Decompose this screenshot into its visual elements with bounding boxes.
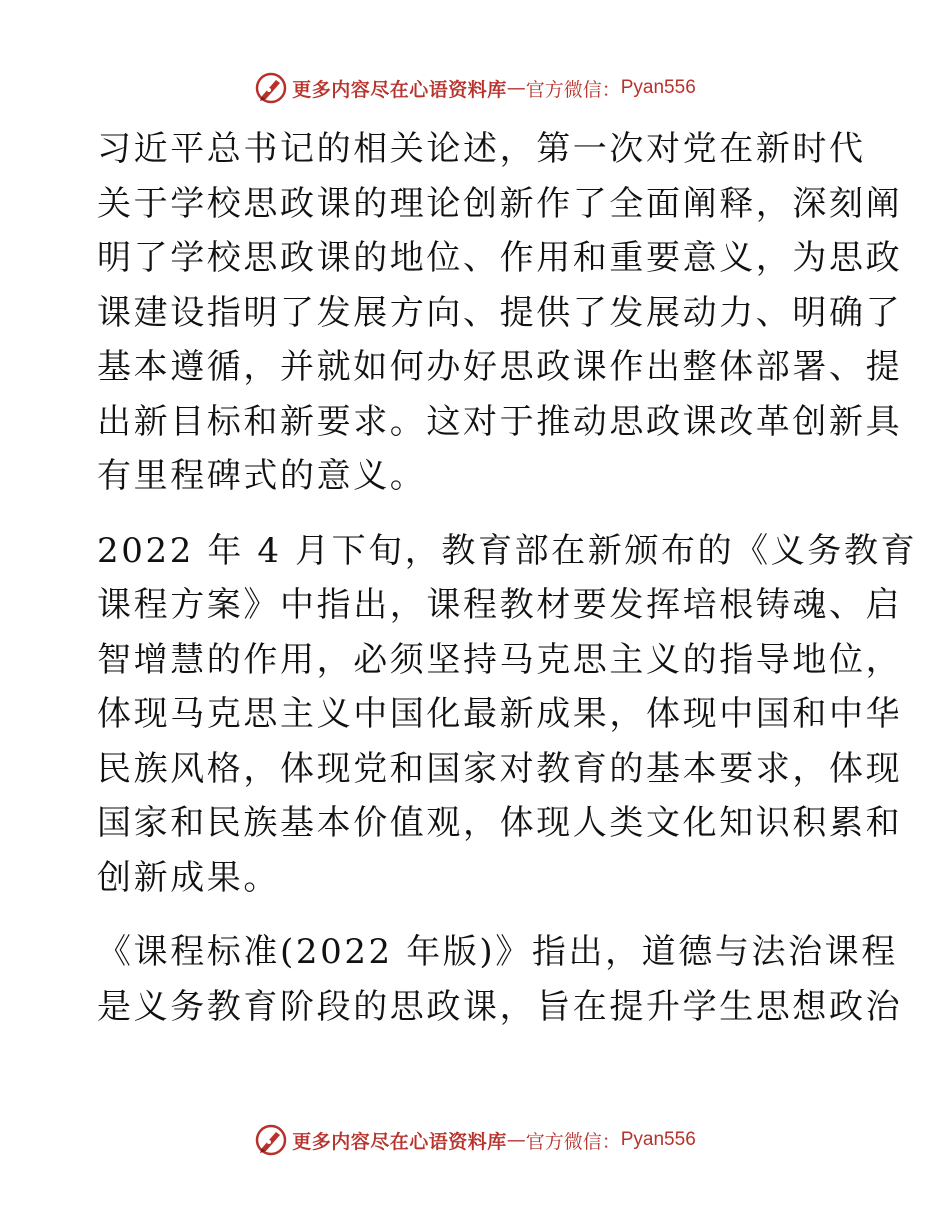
text-line: 出新目标和新要求。这对于推动思政课改革创新具 xyxy=(97,401,903,442)
pen-circle-logo-icon xyxy=(254,71,288,105)
watermark-text: 更多内容尽在心语资料库 xyxy=(292,78,507,101)
text-line: 国家和民族基本价值观，体现人类文化知识积累和 xyxy=(97,803,903,843)
text-line: 课程方案》中指出，课程教材要发挥培根铸魂、启 xyxy=(97,585,903,625)
watermark-wechat-label: 官方微信： xyxy=(525,1130,621,1153)
text-line: 有里程碑式的意义。 xyxy=(97,456,427,496)
text-line: 体现马克思主义中国化最新成果，体现中国和中华 xyxy=(97,694,903,734)
text-line: 明了学校思政课的地位、作用和重要意义，为思政 xyxy=(97,238,903,278)
paragraph-1 xyxy=(97,122,903,504)
watermark-text: 更多内容尽在心语资料库 xyxy=(292,1130,507,1153)
paragraph-3 xyxy=(97,925,903,1034)
watermark-wechat-id: Pyan556 xyxy=(620,1129,696,1150)
text-line: 《课程标准(2022 年版)》指出，道德与法治课程 xyxy=(97,932,898,972)
text-line: 基本遵循，并就如何办好思政课作出整体部署、提 xyxy=(97,347,903,387)
text-line: 习近平总书记的相关论述，第一次对党在新时代 xyxy=(97,129,866,169)
pen-circle-logo-icon xyxy=(254,1123,288,1157)
document-body xyxy=(97,122,918,1054)
watermark-wechat-id: Pyan556 xyxy=(620,77,696,98)
watermark-separator: — xyxy=(506,77,526,99)
watermark-separator: — xyxy=(506,1129,526,1151)
watermark-wechat-label: 官方微信： xyxy=(525,78,621,101)
text-line: 2022 年 4 月下旬，教育部在新颁布的《义务教育 xyxy=(97,530,918,571)
text-line: 智增慧的作用，必须坚持马克思主义的指导地位， xyxy=(97,639,903,680)
text-line: 关于学校思政课的理论创新作了全面阐释，深刻阐 xyxy=(97,183,903,224)
text-line: 创新成果。 xyxy=(97,857,280,898)
paragraph-2 xyxy=(97,524,918,906)
header-watermark xyxy=(0,68,950,108)
text-line: 课建设指明了发展方向、提供了发展动力、明确了 xyxy=(97,292,903,333)
text-line: 是义务教育阶段的思政课，旨在提升学生思想政治 xyxy=(97,986,903,1027)
text-line: 民族风格，体现党和国家对教育的基本要求，体现 xyxy=(97,748,903,789)
footer-watermark xyxy=(0,1120,950,1160)
